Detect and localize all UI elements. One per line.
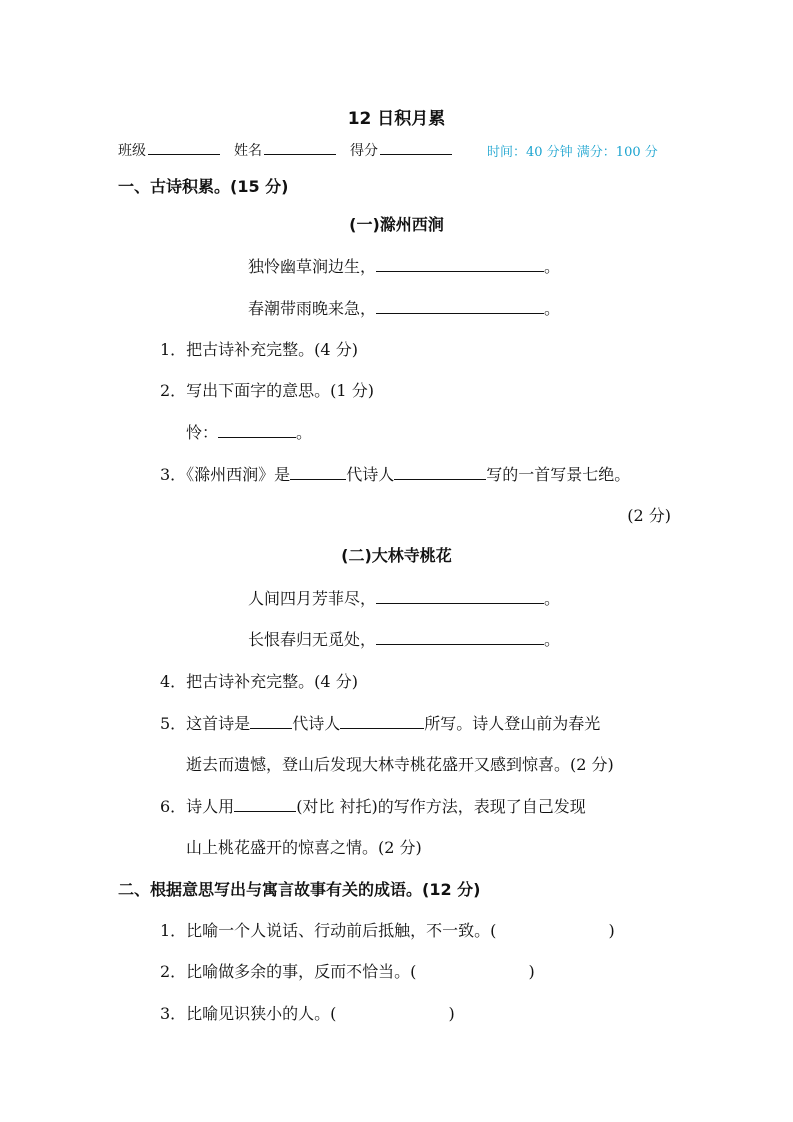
- poem1-line2-end: 。: [544, 299, 561, 318]
- q6-blank[interactable]: [234, 795, 296, 812]
- question-3-score: (2 分): [627, 506, 671, 525]
- question-2: 2．写出下面字的意思。(1 分): [160, 381, 374, 400]
- poem2-line2-end: 。: [544, 630, 561, 649]
- section2-heading: 二、根据意思写出与寓言故事有关的成语。(12 分): [118, 880, 481, 899]
- poem2-line2-text: 长恨春归无觅处，: [248, 630, 377, 649]
- name-label: 姓名: [234, 143, 262, 159]
- s2-q1-text: 1．比喻一个人说话、行动前后抵触，不一致。(: [160, 921, 497, 940]
- q6-text-b: (对比 衬托)的写作方法，表现了自己发现: [296, 797, 586, 816]
- s2-q3-text: 3．比喻见识狭小的人。(: [160, 1004, 337, 1023]
- s2-q1-close: ): [608, 921, 615, 940]
- s2-q2-close: ): [528, 962, 535, 981]
- q5-text-c: 所写。诗人登山前为春光: [424, 714, 601, 733]
- poem1-title: (一)滁州西涧: [349, 215, 444, 234]
- poem2-title: (二)大林寺桃花: [341, 546, 452, 565]
- poem1-line2-blank[interactable]: [376, 297, 544, 314]
- q3-text-c: 写的一首写景七绝。: [486, 465, 631, 484]
- question-5-cont: 逝去而遗憾，登山后发现大林寺桃花盛开又感到惊喜。(2 分): [186, 755, 614, 774]
- question-5: [160, 711, 600, 734]
- question-6: [160, 794, 586, 817]
- name-blank[interactable]: [264, 140, 336, 155]
- class-blank[interactable]: [148, 140, 220, 155]
- poem2-line1-end: 。: [544, 589, 561, 608]
- question-1: 1．把古诗补充完整。(4 分): [160, 340, 358, 359]
- page-title: 12 日积月累: [347, 109, 446, 129]
- q5-text-a: 5．这首诗是: [160, 714, 251, 733]
- student-info-row: [118, 140, 466, 160]
- q5-poet-blank[interactable]: [340, 712, 424, 729]
- poem2-line1-blank[interactable]: [376, 587, 544, 604]
- q2-end: 。: [296, 423, 313, 442]
- poem1-line1-blank[interactable]: [376, 255, 544, 272]
- poem2-line2: [248, 627, 560, 650]
- q3-text-b: 代诗人: [346, 465, 395, 484]
- poem2-line1: [248, 586, 560, 609]
- time-info: 时间：40 分钟 满分：100 分: [487, 145, 658, 160]
- q2-blank[interactable]: [218, 421, 296, 438]
- q2-word: 怜：: [186, 423, 219, 442]
- score-label: 得分: [350, 143, 378, 159]
- class-label: 班级: [118, 143, 146, 159]
- section1-heading: 一、古诗积累。(15 分): [118, 177, 289, 196]
- poem1-line2-text: 春潮带雨晚来急，: [248, 299, 377, 318]
- s2-q2-text: 2．比喻做多余的事，反而不恰当。(: [160, 962, 417, 981]
- q3-text-a: 3．《滁州西涧》是: [160, 465, 291, 484]
- s2-question-3: [160, 1001, 455, 1024]
- score-blank[interactable]: [380, 140, 452, 155]
- q3-dynasty-blank[interactable]: [290, 463, 346, 480]
- q6-text-a: 6．诗人用: [160, 797, 235, 816]
- s2-question-1: [160, 918, 615, 941]
- poem1-line2: [248, 296, 560, 319]
- question-3: [160, 462, 630, 485]
- question-4: 4．把古诗补充完整。(4 分): [160, 672, 358, 691]
- q3-poet-blank[interactable]: [394, 463, 486, 480]
- question-6-cont: 山上桃花盛开的惊喜之情。(2 分): [186, 838, 422, 857]
- poem1-line1-end: 。: [544, 257, 561, 276]
- poem2-line1-text: 人间四月芳菲尽，: [248, 589, 377, 608]
- poem2-line2-blank[interactable]: [376, 628, 544, 645]
- q5-dynasty-blank[interactable]: [250, 712, 292, 729]
- poem1-line1: [248, 254, 560, 277]
- question-2-answer: [186, 420, 312, 443]
- s2-q3-close: ): [448, 1004, 455, 1023]
- q5-text-b: 代诗人: [292, 714, 341, 733]
- s2-question-2: [160, 959, 535, 982]
- poem1-line1-text: 独怜幽草涧边生，: [248, 257, 377, 276]
